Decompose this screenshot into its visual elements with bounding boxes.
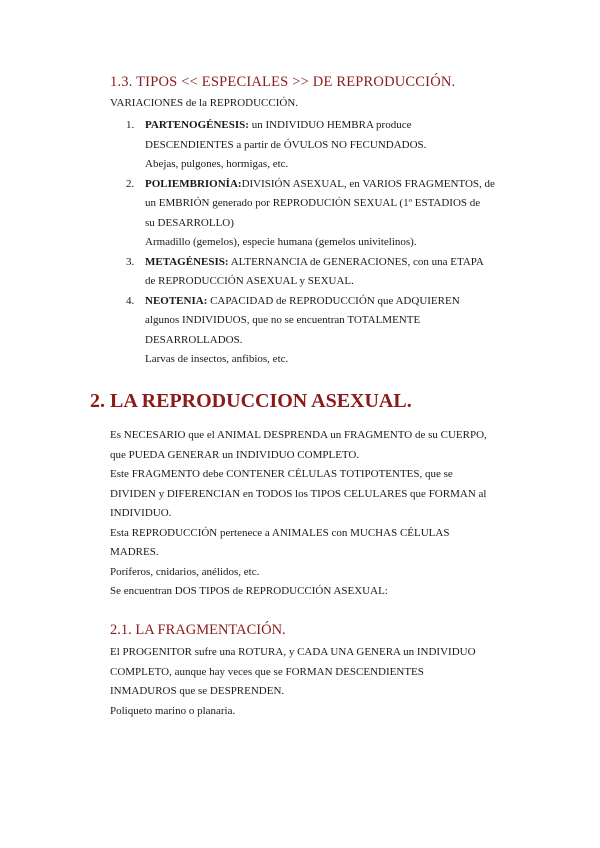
list-item-example: Larvas de insectos, anfibios, etc. bbox=[145, 353, 289, 365]
section-2-heading: 2. LA REPRODUCCION ASEXUAL. bbox=[90, 390, 412, 412]
list-item-number: 4. bbox=[126, 294, 135, 307]
list-item-number: 2. bbox=[126, 177, 135, 190]
list-item-term: METAGÉNESIS: bbox=[145, 255, 229, 268]
paragraph-line: El PROGENITOR sufre una ROTURA, y CADA UNA GENERA un INDIVIDUO bbox=[110, 646, 476, 658]
list-item-text: ALTERNANCIA de GENERACIONES, con una ETAPA bbox=[228, 255, 484, 268]
section-2-1-heading: 2.1. LA FRAGMENTACIÓN. bbox=[110, 622, 286, 638]
list-item-metagenesis bbox=[110, 253, 530, 292]
paragraph-line: MADRES. bbox=[110, 546, 159, 558]
paragraph-line: Este FRAGMENTO debe CONTENER CÉLULAS TOTIPOTENTES, que se bbox=[110, 468, 453, 480]
list-item-text: DIVISIÓN ASEXUAL, en VARIOS FRAGMENTOS, de bbox=[241, 177, 495, 190]
list-item-text: CAPACIDAD de REPRODUCCIÓN que ADQUIEREN bbox=[207, 294, 460, 307]
paragraph-line: Esta REPRODUCCIÓN pertenece a ANIMALES con MUCHAS CÉLULAS bbox=[110, 526, 450, 539]
list-item-text: un INDIVIDUO HEMBRA produce bbox=[248, 119, 412, 131]
paragraph-line: que PUEDA GENERAR un INDIVIDUO COMPLETO. bbox=[110, 448, 360, 461]
paragraph-line: Poliqueto marino o planaria. bbox=[110, 704, 236, 717]
special-reproduction-list bbox=[110, 116, 530, 370]
paragraph-line: COMPLETO, aunque hay veces que se FORMAN DESCENDIENTES bbox=[110, 665, 424, 678]
list-item-poliembrionia bbox=[110, 175, 530, 253]
list-item-text: DESCENDIENTES a partir de ÓVULOS NO FECUNDADOS. bbox=[145, 138, 427, 151]
list-item-term: POLIEMBRIONÍA: bbox=[145, 177, 242, 190]
paragraph-line: Se encuentran DOS TIPOS de REPRODUCCIÓN ASEXUAL: bbox=[110, 585, 388, 597]
list-item-term: PARTENOGÉNESIS: bbox=[145, 119, 249, 131]
list-item-text: algunos INDIVIDUOS, que no se encuentran TOTALMENTE bbox=[145, 314, 421, 326]
paragraph-line: INMADUROS que se DESPRENDEN. bbox=[110, 685, 285, 697]
list-item-partenogenesis bbox=[110, 116, 530, 175]
paragraph-line: Es NECESARIO que el ANIMAL DESPRENDA un FRAGMENTO de su CUERPO, bbox=[110, 429, 487, 441]
list-item-number: 3. bbox=[126, 255, 135, 268]
list-item-text: un EMBRIÓN generado por REPRODUCIÓN SEXUAL (1º ESTADIOS de bbox=[145, 197, 481, 209]
paragraph-line: Poríferos, cnidarios, anélidos, etc. bbox=[110, 565, 260, 578]
list-item-text: de REPRODUCCIÓN ASEXUAL y SEXUAL. bbox=[145, 275, 354, 287]
paragraph-line: DIVIDEN y DIFERENCIAN en TODOS los TIPOS CELULARES que FORMAN al bbox=[110, 487, 487, 500]
list-item-number: 1. bbox=[126, 119, 135, 131]
list-item-text: su DESARROLLO) bbox=[145, 216, 234, 229]
list-item-neotenia bbox=[110, 292, 530, 370]
list-item-term: NEOTENIA: bbox=[145, 294, 208, 307]
section-1-3-intro: VARIACIONES de la REPRODUCCIÓN. bbox=[110, 97, 299, 109]
list-item-text: DESARROLLADOS. bbox=[145, 333, 243, 346]
section-2-1-body bbox=[110, 643, 535, 721]
paragraph-line: INDIVIDUO. bbox=[110, 507, 172, 519]
section-1-3-heading: 1.3. TIPOS << ESPECIALES >> DE REPRODUCCIÓN. bbox=[110, 74, 456, 90]
list-item-example: Armadillo (gemelos), especie humana (gemelos univitelinos). bbox=[145, 236, 417, 248]
list-item-example: Abejas, pulgones, hormigas, etc. bbox=[145, 158, 289, 170]
section-2-body bbox=[110, 426, 535, 602]
